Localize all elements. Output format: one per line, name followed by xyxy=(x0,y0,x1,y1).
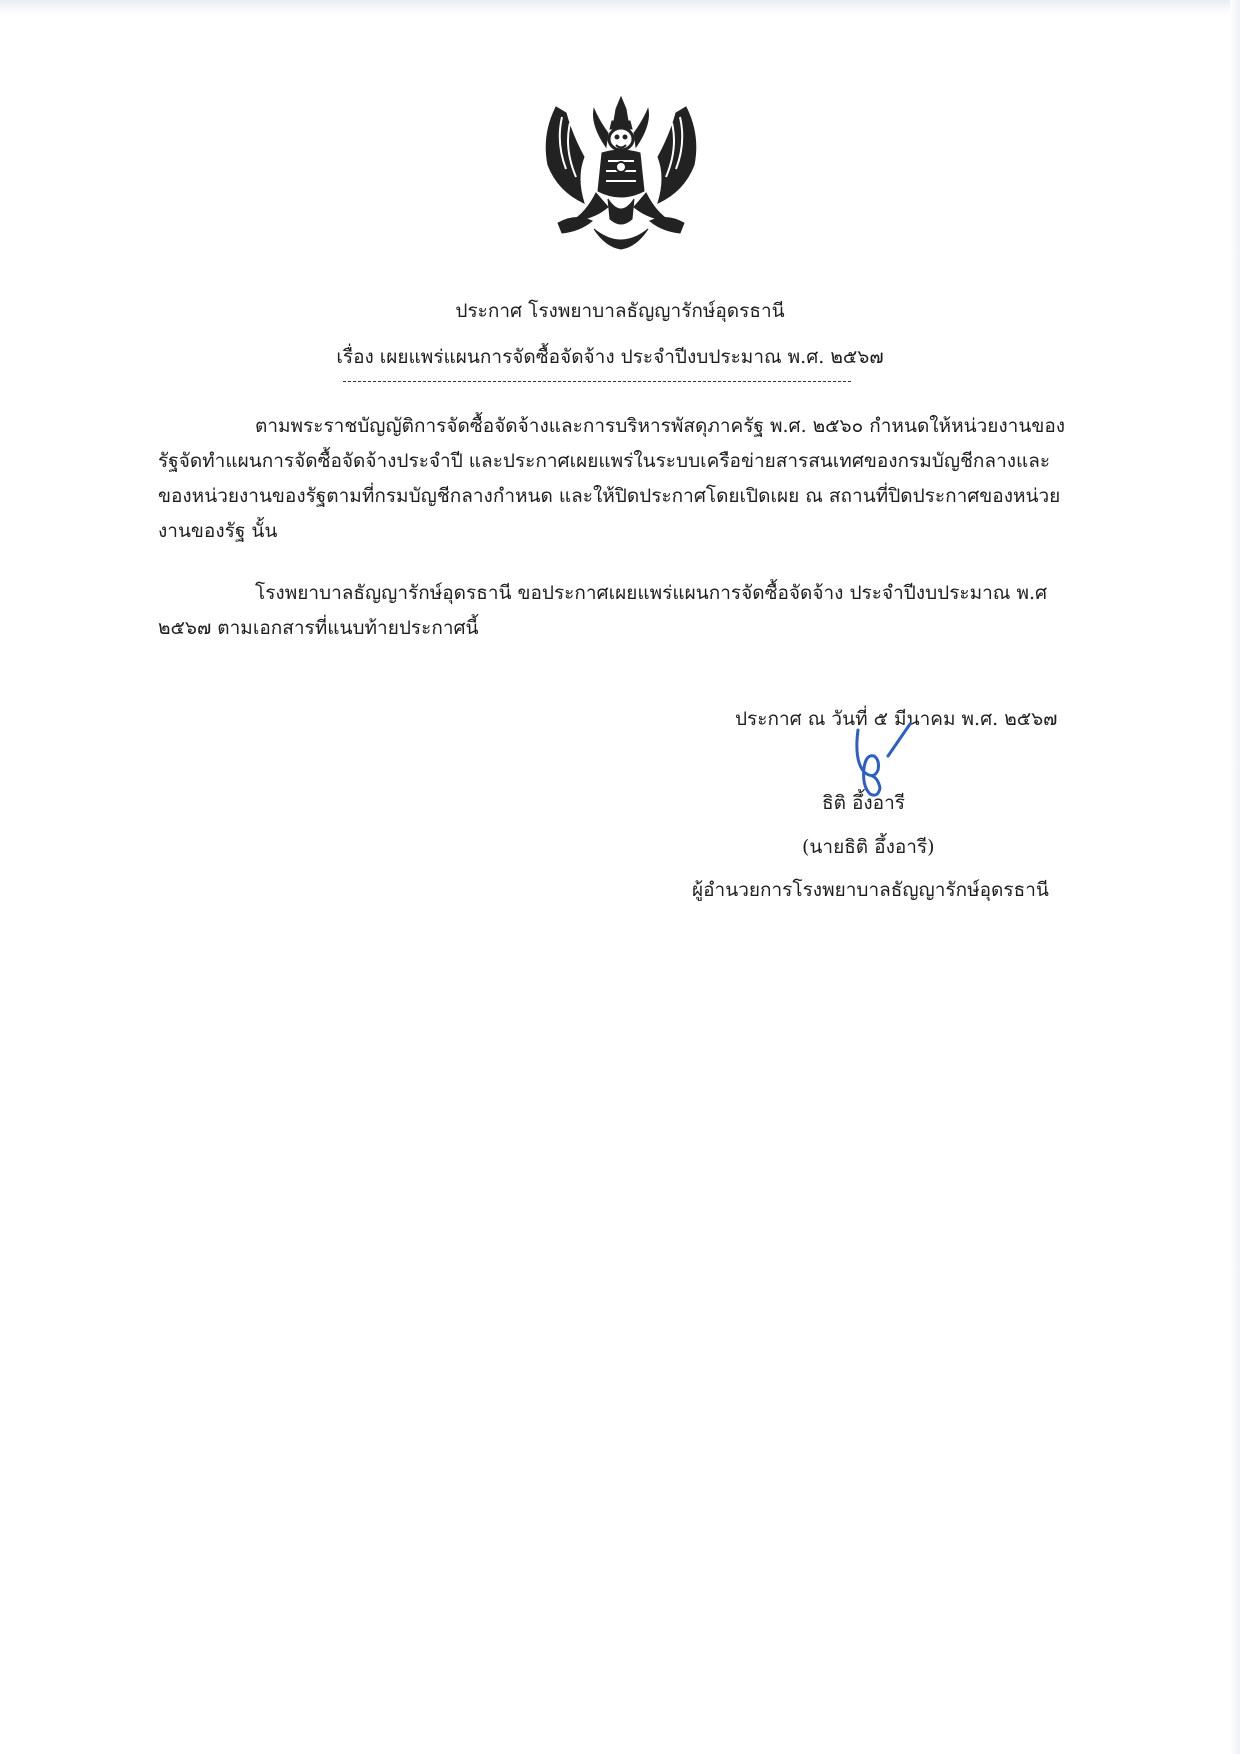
scan-edge-top xyxy=(0,0,1240,14)
dashed-divider xyxy=(343,381,851,382)
body-paragraph-2 xyxy=(158,576,1083,646)
signer-full-name: (นายธิติ อึ้งอารี) xyxy=(802,836,935,858)
signer-name: ธิติ อึ้งอารี xyxy=(822,792,905,814)
announcement-subject: เรื่อง เผยแพร่แผนการจัดซื้อจัดจ้าง ประจำปีงบประมาณ พ.ศ. ๒๕๖๗ xyxy=(336,346,884,368)
body-paragraph-1 xyxy=(158,409,1083,549)
announcement-date: ประกาศ ณ วันที่ ๕ มีนาคม พ.ศ. ๒๕๖๗ xyxy=(735,708,1058,730)
scan-edge-right xyxy=(1230,0,1240,1754)
announcement-title: ประกาศ โรงพยาบาลธัญญารักษ์อุดรธานี xyxy=(455,300,785,322)
signer-position: ผู้อำนวยการโรงพยาบาลธัญญารักษ์อุดรธานี xyxy=(692,879,1049,901)
body-paragraph-2-text: โรงพยาบาลธัญญารักษ์อุดรธานี ขอประกาศเผยแพร่แผนการจัดซื้อจัดจ้าง ประจำปีงบประมาณ พ.ศ ๒๕๖๗ ตามเอกสารที่แนบท้ายประกาศนี้ xyxy=(158,582,1048,639)
garuda-emblem-icon xyxy=(536,95,706,255)
body-paragraph-1-text: ตามพระราชบัญญัติการจัดซื้อจัดจ้างและการบริหารพัสดุภาครัฐ พ.ศ. ๒๕๖๐ กำหนดให้หน่วยงานของรัฐจัดทำแผนการจัดซื้อจัดจ้างประจำปี และประกาศเผยแพร่ในระบบเครือข่ายสารสนเทศของกรมบัญชีกลางและของหน่วยงานของรัฐตามที่กรมบัญชีกลางกำหนด และให้ปิดประกาศโดยเปิดเผย ณ สถานที่ปิดประกาศของหน่วยงานของรัฐ นั้น xyxy=(158,415,1066,542)
